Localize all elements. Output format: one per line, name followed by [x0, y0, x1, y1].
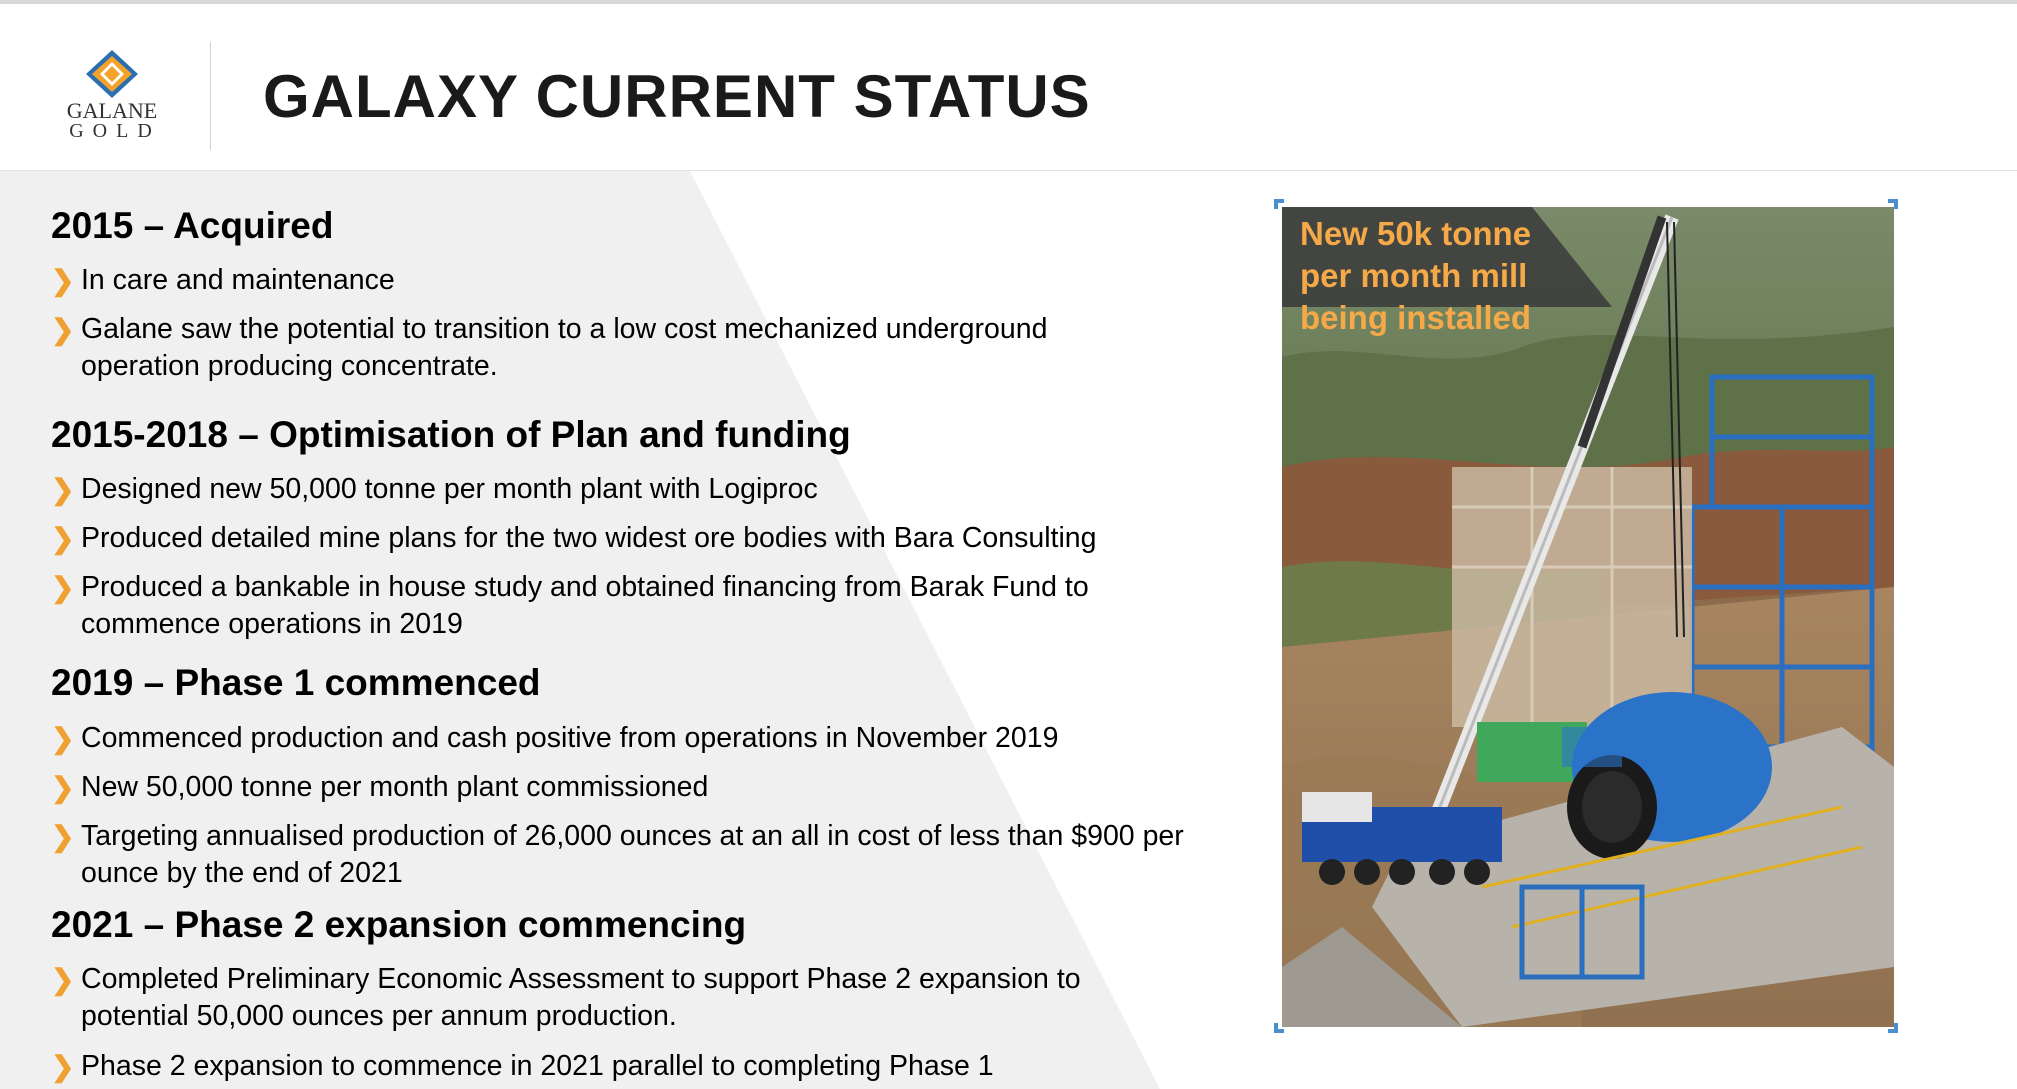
chevron-icon: ❯: [51, 474, 75, 505]
galane-gold-logo: [58, 48, 166, 148]
bullet-item: ❯ Galane saw the potential to transition to a low cost mechanized underground operation producing concentrate.: [51, 313, 1048, 382]
section-heading: 2019 – Phase 1 commenced: [51, 662, 541, 703]
mill-installation-photo: [1282, 207, 1894, 1027]
bullet-item: ❯ Produced a bankable in house study and obtained financing from Barak Fund to commence operations in 2019: [51, 571, 1089, 640]
chevron-icon: ❯: [51, 723, 75, 754]
section-heading: 2015 – Acquired: [51, 205, 334, 246]
chevron-icon: ❯: [51, 821, 75, 852]
bullet-item: ❯ In care and maintenance: [51, 262, 1151, 299]
bullet-item: ❯ Produced detailed mine plans for the two widest ore bodies with Bara Consulting: [51, 520, 1221, 557]
bullet-item: ❯ Targeting annualised production of 26,000 ounces at an all in cost of less than $900 per ounce by the end of 2021: [51, 820, 1184, 889]
page-title: GALAXY CURRENT STATUS: [263, 63, 1091, 130]
chevron-icon: ❯: [51, 772, 75, 803]
section-heading: 2021 – Phase 2 expansion commencing: [51, 904, 747, 945]
logo-text-gold: GOLD: [69, 120, 161, 142]
chevron-icon: ❯: [51, 314, 75, 345]
chevron-icon: ❯: [51, 265, 75, 296]
diamond-logo-icon: [78, 48, 146, 100]
photo-caption: New 50k tonne per month mill being installed: [1300, 215, 1532, 336]
chevron-icon: ❯: [51, 572, 75, 603]
logo-text-galane: GALANE: [66, 98, 158, 123]
bullet-item: ❯ Commenced production and cash positive from operations in November 2019: [51, 720, 1221, 757]
chevron-icon: ❯: [51, 523, 75, 554]
chevron-icon: ❯: [51, 964, 75, 995]
bullet-item: ❯ New 50,000 tonne per month plant commissioned: [51, 769, 1221, 806]
chevron-icon: ❯: [51, 1051, 75, 1082]
bullet-item: ❯ Designed new 50,000 tonne per month plant with Logiproc: [51, 471, 1221, 508]
mill-photo-frame[interactable]: [1278, 203, 1894, 1029]
header-divider: [210, 42, 211, 150]
bullet-item: ❯ Completed Preliminary Economic Assessment to support Phase 2 expansion to potential 50,000 ounces per annum production.: [51, 963, 1081, 1032]
slide-header: [0, 4, 2017, 171]
bullet-item: ❯ Phase 2 expansion to commence in 2021 parallel to completing Phase 1: [51, 1048, 1221, 1085]
section-heading: 2015-2018 – Optimisation of Plan and funding: [51, 414, 851, 455]
